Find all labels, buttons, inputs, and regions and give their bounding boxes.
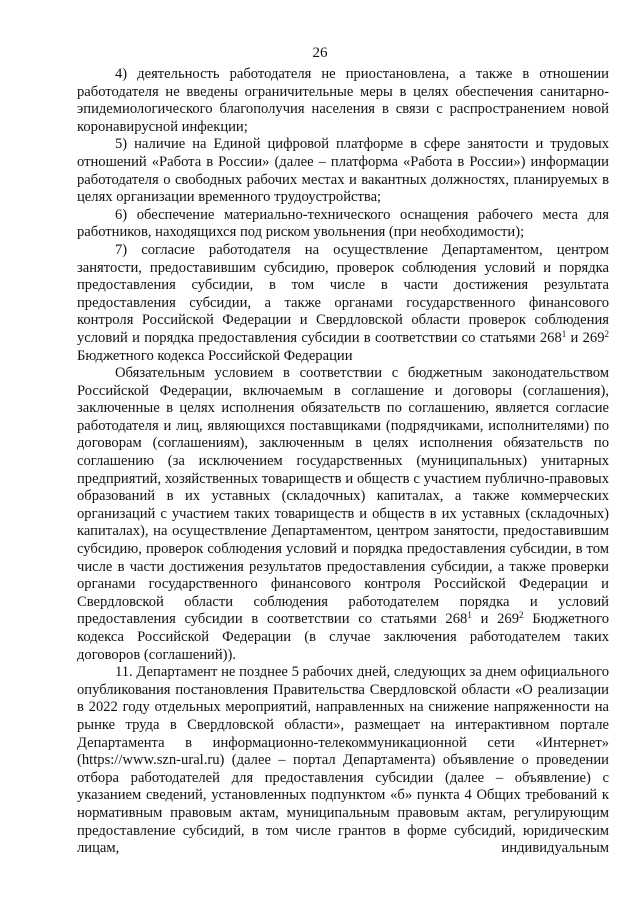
paragraph-text: и 269 — [471, 611, 520, 628]
superscript: 2 — [519, 610, 524, 621]
paragraph-mandatory-condition — [77, 365, 609, 664]
paragraph-text: и 269 — [566, 329, 605, 346]
paragraph-text: Бюджетного кодекса Российской Федерации (в случае заключения работодателем таких договоров (соглашений)). — [77, 611, 609, 663]
paragraph-text: Бюджетного кодекса Российской Федерации — [77, 347, 353, 364]
superscript: 2 — [604, 328, 610, 339]
document-body — [77, 66, 609, 858]
paragraph-item-6: 6) обеспечение материально-технического оснащения рабочего места для работников, находящихся под риском увольнения (при необходимости); — [77, 206, 609, 241]
page-number: 26 — [312, 45, 328, 61]
paragraph-item-7 — [77, 242, 609, 365]
paragraph-text: 7) согласие работодателя на осуществление Департаментом, центром занятости, предоставившим субсидию, проверок соблюдения условий и порядка предоставления субсидии, в том числе в части достижения результата предоставления субсидии, а также органами государственного финансового контроля Российской Федерации и Свердловской области проверок соблюдения условий и порядка предоставления субсидии в соответствии со статьями 268 — [77, 241, 609, 346]
paragraph-item-11: 11. Департамент не позднее 5 рабочих дней, следующих за днем официального опубликования постановления Правительства Свердловской области «О реализации в 2022 году отдельных мероприятий, направленных на снижение напряженности на рынке труда в Свердловской области», размещает на интерактивном портале Департамента в информационно-телекоммуникационной сети «Интернет» (https://www.szn-ural.ru) (далее – портал Департамента) объявление о проведении отбора работодателей для предоставления субсидии (далее – объявление) с указанием сведений, установленных подпунктом «б» пункта 4 Общих требований к нормативным правовым актам, муниципальным правовым актам, регулирующим предоставление субсидий, в том числе грантов в форме субсидий, юридическим лицам, индивидуальным — [77, 664, 609, 857]
paragraph-item-4: 4) деятельность работодателя не приостановлена, а также в отношении работодателя не введены ограничительные меры в целях обеспечения санитарно-эпидемиологического благополучия населения в связи с распространением новой коронавирусной инфекции; — [77, 66, 609, 135]
paragraph-item-5: 5) наличие на Единой цифровой платформе в сфере занятости и трудовых отношений «Работа в России» (далее – платформа «Работа в России») информации работодателя о свободных рабочих местах и вакантных должностях, планируемых в целях организации временного трудоустройства; — [77, 136, 609, 206]
superscript: 1 — [561, 328, 567, 339]
superscript: 1 — [467, 610, 472, 621]
paragraph-text: Обязательным условием в соответствии с бюджетным законодательством Российской Федерации, включаемым в соглашение и договоры (соглашения), заключенные в целях исполнения обязательств по соглашению, является согласие работодателя и лиц, являющихся поставщиками (подрядчиками, исполнителями) по договорам (соглашениям), заключенным в целях исполнения обязательств по соглашению (за исключением государственных (муниципальных) унитарных предприятий, хозяйственных товариществ и обществ с участием публично-правовых образований в их уставных (складочных) капиталах, а также коммерческих организаций с участием таких товариществ и обществ в их уставных (складочных) капиталах), на осуществление Департаментом, центром занятости, предоставившим субсидию, проверок соблюдения условий и порядка предоставления субсидии, в том числе в части достижения результатов предоставления субсидии, а также проверки органами государственного финансового контроля Российской Федерации и Свердловской области соблюдения работодателем порядка и условий предоставления субсидии в соответствии со статьями 268 — [77, 365, 609, 628]
